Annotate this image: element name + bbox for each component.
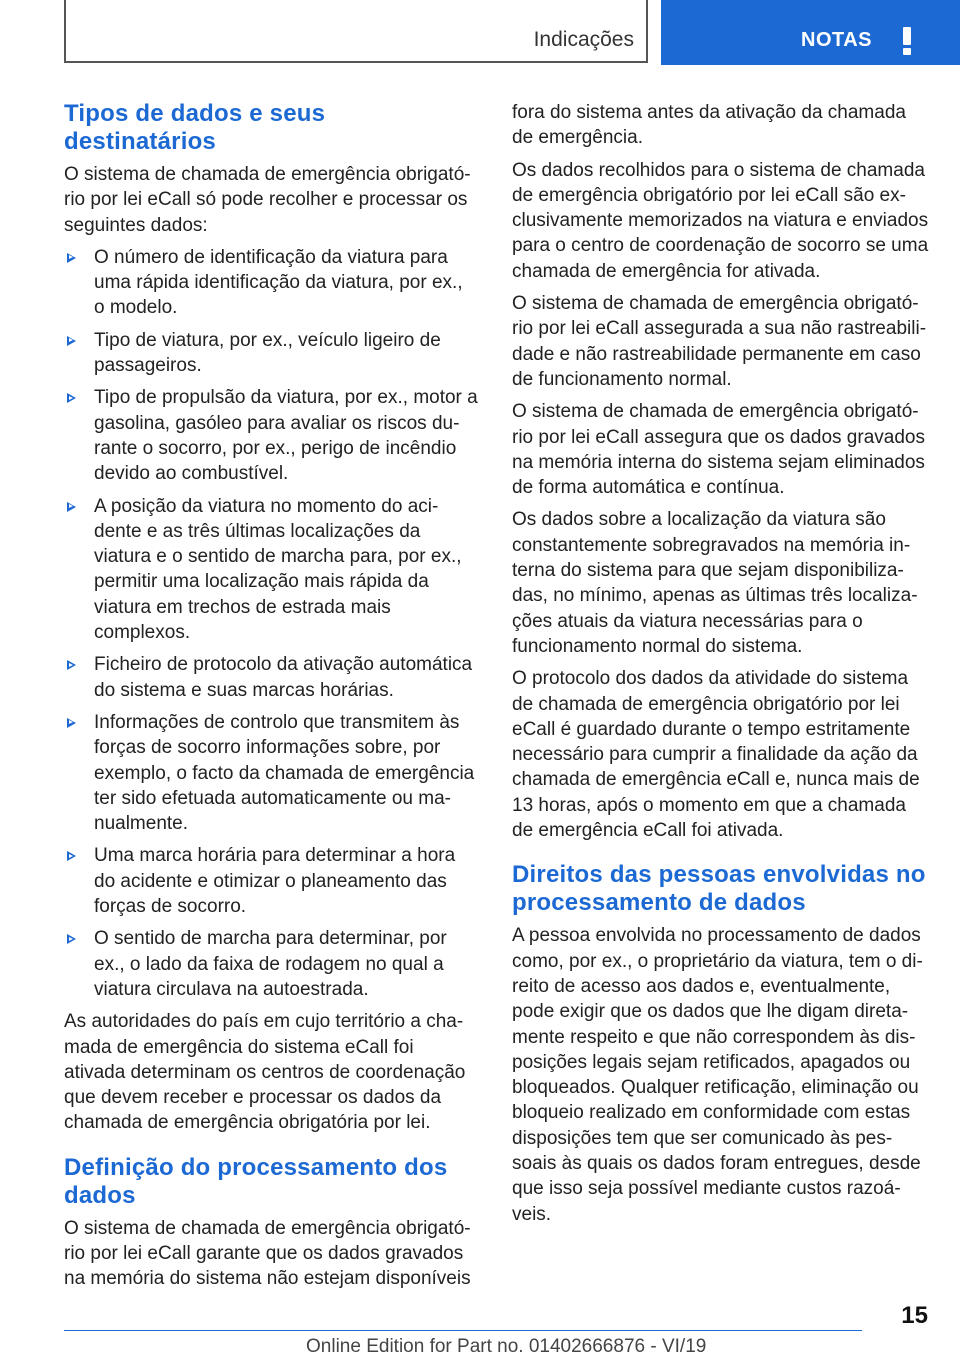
page-number: 15 (901, 1302, 928, 1329)
list-item: A posição da viatura no momento do acidente e as três últimas localizações da viatura e o sentido de marcha para, por ex., permitir uma localização mais rápida da viatura em trechos de estrada mais complexos. (64, 494, 478, 646)
triangle-bullet-icon (67, 718, 76, 728)
heading-rights: Direitos das pessoas envolvidas no processamento de dados (512, 861, 926, 917)
paragraph: O sistema de chamada de emergência obrigatório por lei eCall assegurada a sua não rastreabilidade e não rastreabilidade permanente em caso de funcionamento normal. (512, 293, 927, 390)
edition-note: Online Edition for Part no. 01402666876 - VI/19 (306, 1336, 707, 1357)
footer-divider (64, 1330, 862, 1331)
triangle-bullet-icon (67, 502, 76, 512)
data-types-list (64, 245, 478, 1002)
paragraph: O protocolo dos dados da atividade do sistema de chamada de emergência obrigatório por lei eCall é guardado durante o tempo estritamente necessário para cumprir a finalidade da ação da chamada de emergência eCall e, nunca mais de 13 horas, após o momento em que a chamada de emergência eCall foi ativada. (512, 668, 920, 842)
paragraph: Os dados recolhidos para o sistema de chamada de emergência obrigatório por lei eCall são exclusivamente memorizados na viatura e enviados para o centro de coordenação de socorro se uma chamada de emergência for ativada. (512, 159, 929, 282)
paragraph: O sistema de chamada de emergência obrigatório por lei eCall assegura que os dados gravados na memória interna do sistema sejam eliminados de forma automática e contínua. (512, 401, 925, 499)
triangle-bullet-icon (67, 253, 76, 263)
triangle-bullet-icon (67, 851, 76, 861)
list-item: Uma marca horária para determinar a hora do acidente e otimizar o planeamento das forças de socorro. (64, 843, 478, 919)
list-item: Informações de controlo que transmitem às forças de socorro informações sobre, por exemplo, o facto da chamada de emergência ter sido efetuada automaticamente ou manualmente. (64, 710, 478, 836)
list-item: Tipo de propulsão da viatura, por ex., motor a gasolina, gasóleo para avaliar os riscos durante o socorro, por ex., perigo de incêndio devido ao combustível. (64, 385, 478, 486)
paragraph: Os dados sobre a localização da viatura são constantemente sobregravados na memória interna do sistema para que sejam disponibilizadas, no mínimo, apenas as últimas três localizações atuais da viatura necessárias para o funcionamento normal do sistema. (512, 509, 918, 657)
right-column (512, 100, 930, 1234)
chapter-tab (661, 0, 960, 65)
list-item: O sentido de marcha para determinar, por ex., o lado da faixa de rodagem no qual a viatura circulava na autoestrada. (64, 926, 478, 1002)
list-item: Tipo de viatura, por ex., veículo ligeiro de passageiros. (64, 328, 478, 379)
paragraph: fora do sistema antes da ativação da chamada de emergência. (512, 102, 906, 149)
list-item: Ficheiro de protocolo da ativação automática do sistema e suas marcas horárias. (64, 652, 478, 703)
section-title: Indicações (533, 28, 634, 51)
paragraph: A pessoa envolvida no processamento de dados como, por ex., o proprietário da viatura, tem o direito de acesso aos dados e, eventualmente, pode exigir que os dados que lhe digam diretamente respeito e que não correspondem às disposições legais sejam retificados, apagados ou bloqueados. Qualquer retificação, eliminação ou bloqueio realizado em conformidade com estas disposições tem que ser comunicado às pessoais às quais os dados foram entregues, desde que isso seja possível mediante custos razoáveis. (512, 925, 923, 1225)
page-header (0, 0, 960, 66)
left-column (64, 100, 478, 1299)
triangle-bullet-icon (67, 393, 76, 403)
exclamation-icon (901, 27, 913, 55)
paragraph: As autoridades do país em cujo território a chamada de emergência do sistema eCall foi ativada determinam os centros de coordenação que devem receber e processar os dados da chamada de emergência obrigatória por lei. (64, 1011, 466, 1134)
chapter-tab-label: NOTAS (801, 29, 873, 51)
list-item: O número de identificação da viatura para uma rápida identificação da viatura, por ex., o modelo. (64, 245, 478, 321)
heading-data-types: Tipos de dados e seus destinatários (64, 100, 326, 155)
triangle-bullet-icon (67, 934, 76, 944)
paragraph: O sistema de chamada de emergência obrigatório por lei eCall garante que os dados gravados na memória do sistema não estejam disponíveis (64, 1217, 471, 1290)
triangle-bullet-icon (67, 336, 76, 346)
triangle-bullet-icon (67, 660, 76, 670)
section-header-box (64, 0, 648, 63)
paragraph: O sistema de chamada de emergência obrigatório por lei eCall só pode recolher e processar os seguintes dados: (64, 164, 471, 236)
heading-processing-definition: Definição do processamento dos dados (64, 1153, 448, 1209)
